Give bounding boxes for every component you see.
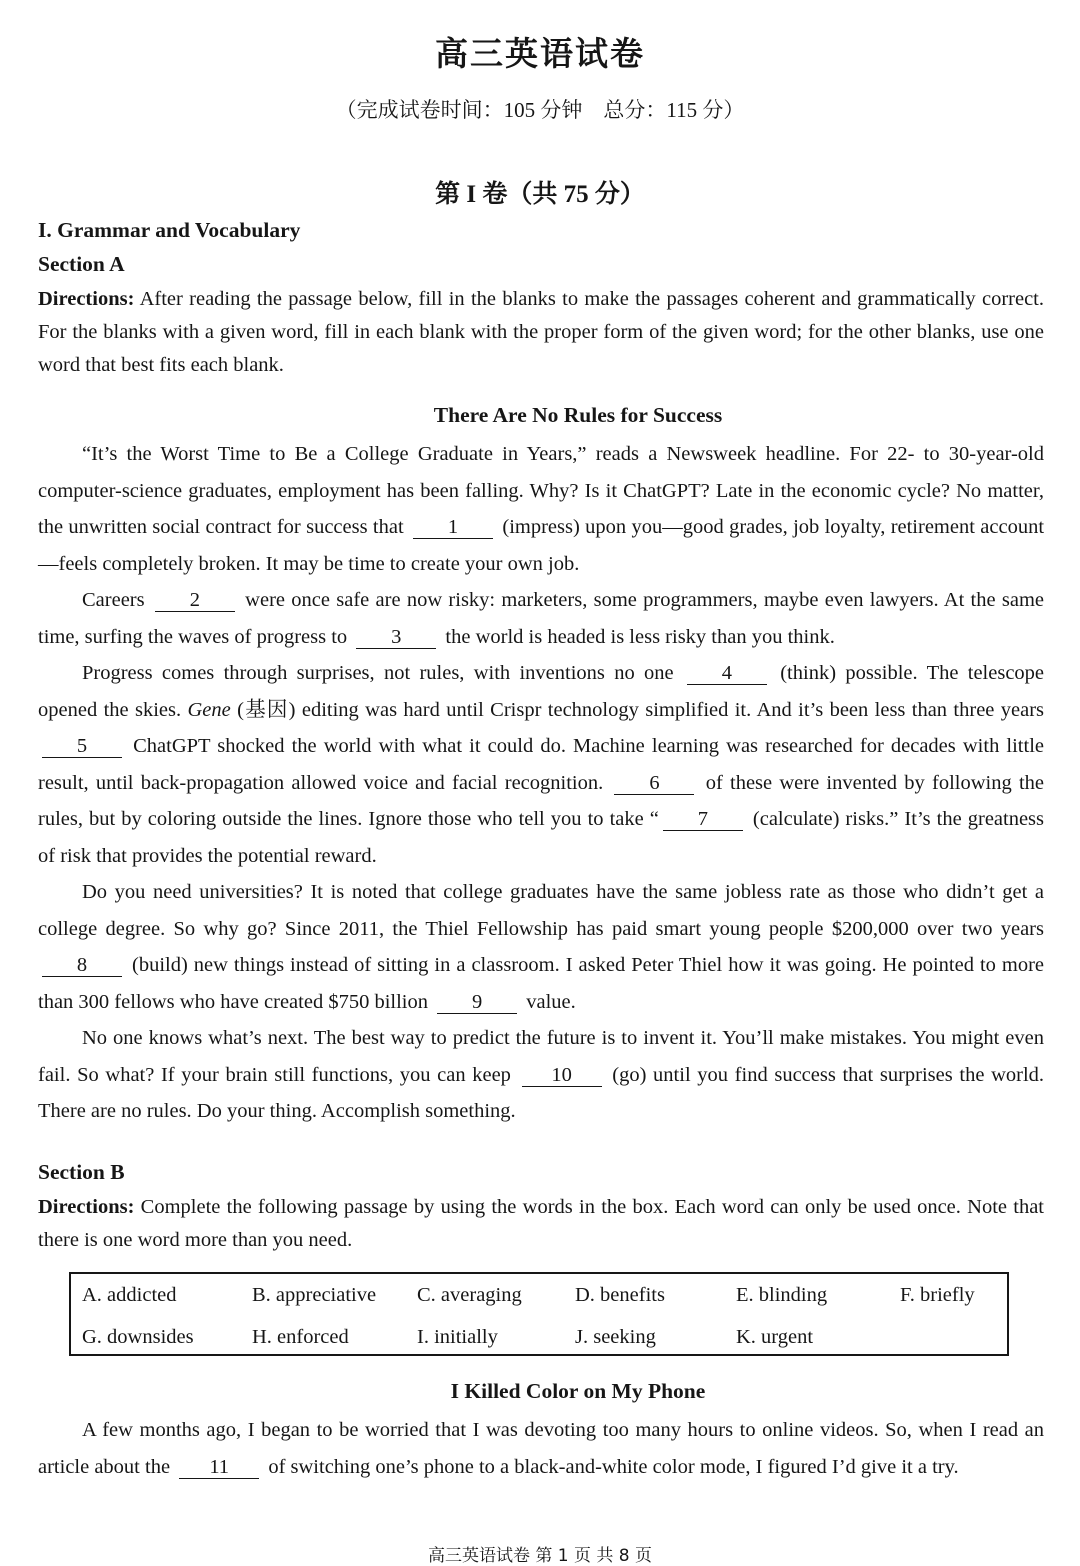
passage-b — [38, 1412, 1044, 1485]
text: (calculate) risks.” It’s the greatness of risk that provides the potential reward. — [38, 808, 1045, 867]
directions-text: Complete the following passage by using the words in the box. Each word can only be used once. Note that there is one word more than you need. — [38, 1196, 1044, 1251]
word-option: G. downsides — [82, 1326, 194, 1348]
word-option: D. benefits — [575, 1284, 665, 1306]
paragraph — [38, 1412, 1044, 1485]
text: Do you need universities? It is noted that college graduates have the same jobless rate as those who didn’t get a college degree. So why go? Since 2011, the Thiel Fellowship has paid smart young people $200,000 over two years — [38, 881, 1044, 940]
text: “It’s the Worst Time to Be a College Graduate in Years,” reads a Newsweek headline. For 22- to 30-year-old computer-science graduates, employment has been falling. Why? Is it ChatGPT? Late in the economic cycle? No matter, the unwritten social contract for success that — [38, 443, 1044, 538]
part-title: 第 I 卷（共 75 分） — [435, 181, 645, 208]
text: Progress comes through surprises, not rules, with inventions no one — [82, 662, 674, 684]
blank-9[interactable]: 9 — [437, 991, 517, 1014]
text: of these were invented by following the rules, but by coloring outside the lines. Ignore those who tell you to take “ — [38, 771, 1044, 830]
paragraph — [38, 582, 1044, 655]
italic-word: Gene — [187, 698, 231, 721]
paragraph — [38, 655, 1044, 874]
text: of switching one’s phone to a black-and-white color mode, I figured I’d give it a try. — [268, 1455, 959, 1478]
exam-info: （完成试卷时间：105 分钟 总分：115 分） — [335, 98, 745, 122]
blank-5[interactable]: 5 — [42, 735, 122, 758]
passage-title: There Are No Rules for Success — [433, 403, 723, 427]
page-title: 高三英语试卷 — [435, 34, 645, 73]
text: Careers — [82, 589, 145, 611]
page-footer: 高三英语试卷 第 1 页 共 8 页 — [427, 1546, 653, 1566]
section-b-directions — [38, 1191, 1044, 1257]
blank-6[interactable]: 6 — [614, 772, 694, 795]
section-a-heading: Section A — [38, 252, 125, 276]
section-b-heading: Section B — [38, 1160, 125, 1184]
text: value. — [526, 990, 576, 1013]
paragraph — [38, 436, 1044, 582]
blank-1[interactable]: 1 — [413, 516, 493, 539]
text: (go) until you find success that surprises the world. There are no rules. Do your thing. Accomplish something. — [38, 1063, 1045, 1122]
blank-3[interactable]: 3 — [356, 626, 436, 649]
passage-b-title: I Killed Color on My Phone — [450, 1379, 706, 1403]
blank-8[interactable]: 8 — [42, 954, 122, 977]
blank-11[interactable]: 11 — [179, 1456, 259, 1479]
text: A few months ago, I began to be worried that I was devoting too many hours to online videos. So, when I read an article about the — [38, 1419, 1044, 1478]
text: (impress) upon you—good grades, job loyalty, retirement account—feels completely broken. It may be time to create your own job. — [38, 516, 1045, 575]
word-option: H. enforced — [252, 1326, 349, 1348]
word-option: J. seeking — [575, 1326, 656, 1348]
word-option: B. appreciative — [252, 1284, 377, 1306]
text: (think) possible. The telescope opened the skies. — [38, 662, 1045, 721]
section-a-directions — [38, 283, 1044, 382]
word-bank-box — [69, 1272, 1009, 1356]
directions-text: After reading the passage below, fill in the blanks to make the passages coherent and grammatically correct. For the blanks with a given word, fill in each blank with the proper form of the given word; for the other blanks, use one word that best fits each blank. — [38, 288, 1044, 376]
word-option: I. initially — [417, 1326, 498, 1348]
blank-4[interactable]: 4 — [687, 662, 767, 685]
blank-7[interactable]: 7 — [663, 808, 743, 831]
word-option: F. briefly — [900, 1284, 975, 1306]
blank-2[interactable]: 2 — [155, 589, 235, 612]
text: ChatGPT shocked the world with what it could do. Machine learning was researched for decades with little result, until back-propagation allowed voice and facial recognition. — [38, 735, 1044, 794]
text: (基因) editing was hard until Crispr technology simplified it. And it’s been less than three years — [237, 698, 1045, 721]
directions-label: Directions: — [38, 288, 135, 310]
word-option: C. averaging — [417, 1284, 522, 1306]
word-option: K. urgent — [736, 1326, 814, 1348]
blank-10[interactable]: 10 — [522, 1064, 602, 1087]
paragraph — [38, 1020, 1044, 1130]
word-option: A. addicted — [82, 1284, 177, 1306]
paragraph — [38, 874, 1044, 1020]
text: (build) new things instead of sitting in a classroom. I asked Peter Thiel how it was going. He pointed to more than 300 fellows who have created $750 billion — [38, 954, 1044, 1013]
text: the world is headed is less risky than you think. — [445, 625, 835, 648]
text: were once safe are now risky: marketers, some programmers, maybe even lawyers. At the same time, surfing the waves of progress to — [38, 589, 1044, 648]
text: No one knows what’s next. The best way to predict the future is to invent it. You’ll make mistakes. You might even fail. So what? If your brain still functions, you can keep — [38, 1027, 1044, 1086]
word-option: E. blinding — [736, 1284, 828, 1306]
directions-label: Directions: — [38, 1196, 135, 1218]
passage-a — [38, 436, 1044, 1130]
section-main-heading: I. Grammar and Vocabulary — [38, 218, 301, 242]
